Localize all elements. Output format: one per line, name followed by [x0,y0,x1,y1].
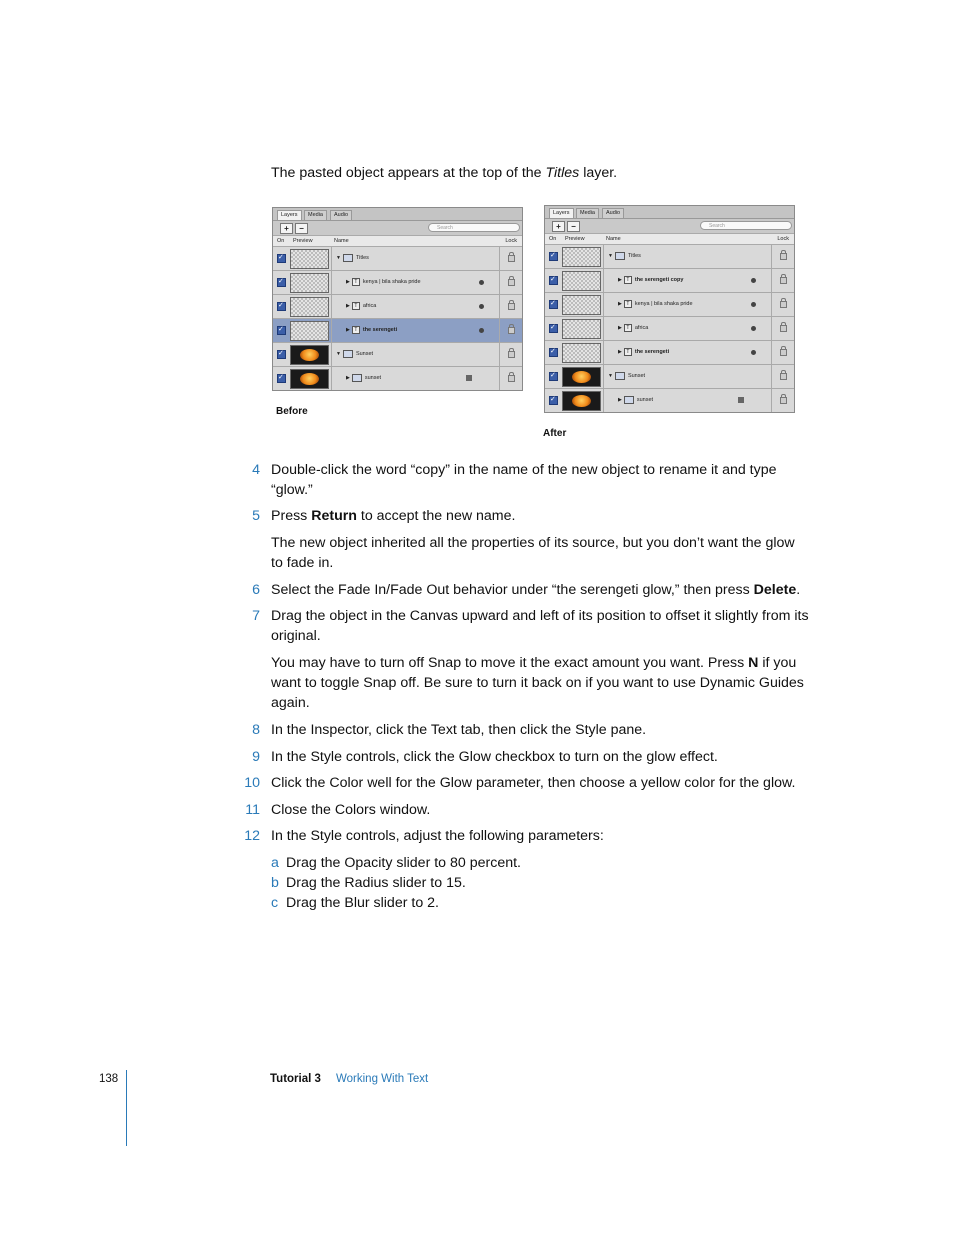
lock-icon[interactable] [508,303,515,310]
layer-name: africa [634,325,649,331]
tab-audio[interactable]: Audio [330,210,352,220]
layer-row-serengeti-selected[interactable] [273,319,522,343]
layer-row-titles[interactable] [545,245,794,269]
step-6-text [271,580,800,600]
layer-row-serengeti[interactable] [545,341,794,365]
disclosure-triangle-icon[interactable]: ▶ [618,349,622,355]
step-text: Drag the object in the Canvas upward and left of its position to offset it slightly from its [271,608,809,624]
layer-row-kenya[interactable] [273,271,522,295]
search-input[interactable]: Search [428,223,520,232]
search-input[interactable]: Search [700,221,792,230]
layer-row-sunset-group[interactable] [545,365,794,389]
lock-icon[interactable] [780,301,787,308]
behavior-icon [751,326,756,331]
text-layer-icon: T [624,300,632,308]
enable-checkbox[interactable] [549,300,558,309]
layer-row-sunset-image[interactable] [545,389,794,412]
mask-icon [738,397,744,403]
layers-panel-before [272,207,523,391]
step-number: 8 [252,722,260,738]
enable-checkbox[interactable] [277,302,286,311]
behavior-icon [751,350,756,355]
lock-icon[interactable] [508,279,515,286]
lock-icon[interactable] [780,373,787,380]
substep-letter: c [271,895,279,911]
lock-icon[interactable] [508,255,515,262]
disclosure-triangle-icon[interactable]: ▶ [618,397,622,403]
lock-icon[interactable] [780,277,787,284]
caption-after: After [543,428,567,439]
step-text: Double-click the word “copy” in the name of the new object to rename it and type [271,462,777,478]
tab-layers[interactable]: Layers [549,208,574,218]
note-text: want to toggle Snap off. Be sure to turn it back on if you want to use Dynamic Guides [271,675,804,691]
disclosure-triangle-icon[interactable]: ▶ [346,375,350,381]
step-number: 4 [252,462,260,478]
remove-layer-button[interactable]: − [567,221,580,232]
add-layer-button[interactable]: + [552,221,565,232]
preview-thumbnail [290,321,329,341]
disclosure-triangle-icon[interactable]: ▶ [346,303,350,309]
header-on: On [277,238,285,244]
sunset-preview-thumbnail [562,367,601,387]
text-layer-icon: T [352,278,360,286]
panel-toolbar [545,219,794,234]
panel-tabs [545,206,794,219]
preview-thumbnail [290,273,329,293]
group-icon [343,350,353,358]
lock-icon[interactable] [508,351,515,358]
note-text: to fade in. [271,555,334,571]
substep-letter: a [271,855,279,871]
caption-before: Before [276,406,308,417]
preview-thumbnail [562,295,601,315]
enable-checkbox[interactable] [277,350,286,359]
layer-row-sunset-image[interactable] [273,367,522,390]
step-text: Press [271,508,312,524]
substep-text: Drag the Blur slider to 2. [286,895,439,911]
substep-text: Drag the Radius slider to 15. [286,875,466,891]
add-layer-button[interactable]: + [280,223,293,234]
tab-audio[interactable]: Audio [602,208,624,218]
lock-icon[interactable] [780,349,787,356]
step-number: 12 [244,828,260,844]
note-text: You may have to turn off Snap to move it the exact amount you want. Press [271,655,749,671]
footer-tutorial: Tutorial 3 [270,1073,321,1085]
layer-name: sunset [636,397,654,403]
behavior-icon [479,328,484,333]
sunset-preview-thumbnail [562,391,601,411]
text-layer-icon: T [624,348,632,356]
step-9-text: In the Style controls, click the Glow checkbox to turn on the glow effect. [271,749,718,765]
step-7-note [271,653,804,713]
preview-thumbnail [562,271,601,291]
layer-name: kenya | bila shaka pride [634,301,693,307]
enable-checkbox[interactable] [549,252,558,261]
preview-thumbnail [562,319,601,339]
text-layer-icon: T [352,302,360,310]
layers-panel-after [544,205,795,413]
layer-row-serengeti-copy[interactable] [545,269,794,293]
disclosure-triangle-icon[interactable]: ▼ [336,255,341,261]
header-name: Name [334,238,349,244]
layer-name: the serengeti [634,349,670,355]
step-4-text [271,460,777,500]
step-text: “glow.” [271,482,313,498]
step-number: 9 [252,749,260,765]
step-text: Select the Fade In/Fade Out behavior under “the serengeti glow,” then press [271,582,754,598]
preview-thumbnail [562,247,601,267]
layer-row-africa[interactable] [545,317,794,341]
header-name: Name [606,236,621,242]
substep-letter: b [271,875,279,891]
disclosure-triangle-icon[interactable]: ▶ [618,277,622,283]
remove-layer-button[interactable]: − [295,223,308,234]
tab-media[interactable]: Media [304,210,327,220]
layer-row-kenya[interactable] [545,293,794,317]
image-layer-icon [352,374,362,382]
group-icon [343,254,353,262]
substep-text: Drag the Opacity slider to 80 percent. [286,855,522,871]
lock-icon[interactable] [780,253,787,260]
enable-checkbox[interactable] [277,374,286,383]
behavior-icon [479,280,484,285]
group-icon [615,372,625,380]
step-7-text [271,606,809,646]
enable-checkbox[interactable] [549,324,558,333]
step-5-note [271,533,795,573]
layer-name: the serengeti copy [634,277,684,283]
step-number: 11 [245,802,260,818]
layer-name: africa [362,303,377,309]
note-text: again. [271,695,310,711]
lock-icon[interactable] [780,397,787,404]
layer-name: Sunset [627,373,646,379]
step-number: 10 [244,775,260,791]
panel-tabs [273,208,522,221]
key-name: N [748,655,759,671]
header-preview: Preview [565,236,585,242]
substep-c [271,893,439,913]
behavior-icon [751,302,756,307]
tab-media[interactable]: Media [576,208,599,218]
layer-name: Titles [355,255,369,261]
disclosure-triangle-icon[interactable]: ▶ [346,327,350,333]
behavior-icon [479,304,484,309]
intro-italic: Titles [545,165,580,181]
group-icon [615,252,625,260]
step-text: to accept the new name. [356,508,516,524]
note-text: The new object inherited all the properties of its source, but you don’t want the glow [271,535,795,551]
mask-icon [466,375,472,381]
layer-name: Sunset [355,351,374,357]
step-number: 7 [252,608,260,624]
text-layer-icon: T [624,324,632,332]
header-lock: Lock [505,238,517,244]
intro-text: The pasted object appears at the top of the [271,165,546,181]
step-text: original. [271,628,321,644]
column-headers [545,234,794,245]
step-number: 5 [252,508,260,524]
image-layer-icon [624,396,634,404]
sunset-preview-thumbnail [290,369,329,389]
layer-name: kenya | bila shaka pride [362,279,421,285]
footer-chapter-title: Working With Text [336,1073,429,1085]
substep-b [271,873,466,893]
step-12-text: In the Style controls, adjust the following parameters: [271,828,604,844]
column-headers [273,236,522,247]
lock-icon[interactable] [780,325,787,332]
enable-checkbox[interactable] [549,348,558,357]
step-8-text: In the Inspector, click the Text tab, then click the Style pane. [271,722,647,738]
disclosure-triangle-icon[interactable]: ▼ [608,253,613,259]
lock-icon[interactable] [508,375,515,382]
text-layer-icon: T [352,326,360,334]
disclosure-triangle-icon[interactable]: ▶ [618,325,622,331]
footer-rule [126,1070,127,1146]
step-text: . [796,582,801,598]
disclosure-triangle-icon[interactable]: ▶ [618,301,622,307]
layer-row-africa[interactable] [273,295,522,319]
key-name: Return [311,508,357,524]
layer-name: the serengeti [362,327,398,333]
intro-paragraph [271,163,617,183]
preview-thumbnail [290,297,329,317]
page-number: 138 [99,1073,119,1085]
panel-toolbar [273,221,522,236]
step-number: 6 [252,582,260,598]
layer-name: sunset [364,375,382,381]
note-text: if you [758,655,797,671]
substep-a [271,853,521,873]
key-name: Delete [753,582,797,598]
lock-icon[interactable] [508,327,515,334]
preview-thumbnail [562,343,601,363]
disclosure-triangle-icon[interactable]: ▶ [346,279,350,285]
enable-checkbox[interactable] [277,326,286,335]
header-lock: Lock [777,236,789,242]
enable-checkbox[interactable] [277,278,286,287]
header-on: On [549,236,557,242]
enable-checkbox[interactable] [549,276,558,285]
header-preview: Preview [293,238,313,244]
step-5-text [271,506,515,526]
enable-checkbox[interactable] [277,254,286,263]
intro-text-end: layer. [579,165,618,181]
layer-row-sunset-group[interactable] [273,343,522,367]
step-10-text: Click the Color well for the Glow parameter, then choose a yellow color for the glow. [271,775,796,791]
step-11-text: Close the Colors window. [271,802,431,818]
behavior-icon [751,278,756,283]
disclosure-triangle-icon[interactable]: ▼ [336,351,341,357]
enable-checkbox[interactable] [549,372,558,381]
text-layer-icon: T [624,276,632,284]
enable-checkbox[interactable] [549,396,558,405]
layer-name: Titles [627,253,641,259]
tab-layers[interactable]: Layers [277,210,302,220]
layer-row-titles[interactable] [273,247,522,271]
disclosure-triangle-icon[interactable]: ▼ [608,373,613,379]
sunset-preview-thumbnail [290,345,329,365]
preview-thumbnail [290,249,329,269]
